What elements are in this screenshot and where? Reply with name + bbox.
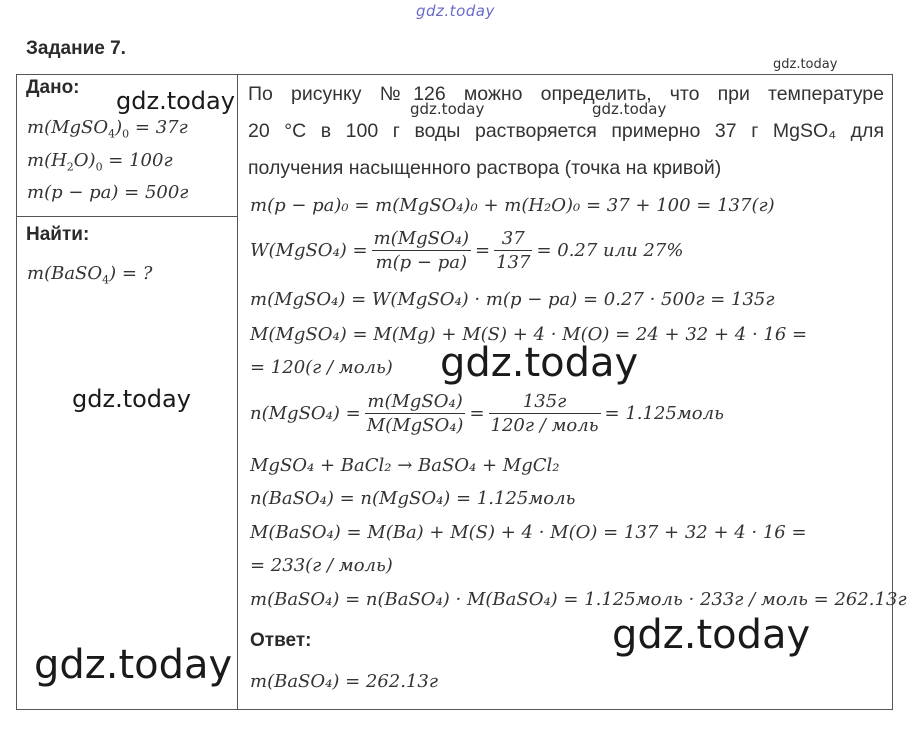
find-heading: Найти: (26, 224, 90, 245)
fraction: $\frac{135г}{\text{120г / моль}}$ (490, 391, 599, 436)
fraction: $\frac{37}{137}$ (496, 228, 531, 273)
watermark-top-right: gdz.today (773, 57, 838, 72)
given-find-divider (16, 216, 238, 217)
solution-line-7: MgSO₄ + BaCl₂ → BaSO₄ + MgCl₂ (250, 455, 560, 476)
solution-line-10: = 233(г / моль) (250, 555, 393, 576)
given-heading: Дано: (26, 77, 80, 98)
watermark-bottom-right: gdz.today (612, 612, 811, 658)
find-baso4-mass: m(BaSO$_4$) = ? (27, 263, 153, 287)
site-logo[interactable]: gdz.today (416, 2, 495, 20)
solution-line-4: M(MgSO₄) = M(Mg) + M(S) + 4 · M(O) = 24 + 32 + 4 · 16 = (250, 324, 808, 345)
solution-line-6: n(MgSO₄) = $\frac{\text{m(MgSO₄)}}{\text{M(MgSO₄)}}$ = $\frac{135г}{\text{120г / моль}}$ = 1.125моль (250, 391, 724, 436)
answer-heading: Ответ: (250, 630, 312, 651)
intro-line: получения насыщенного раствора (точка на кривой) (248, 157, 722, 179)
fraction: $\frac{\text{m(MgSO₄)}}{m(p - pa)}$ (373, 228, 469, 273)
given-water-mass: $m(H_2O)_0 = 100г$ (27, 150, 173, 174)
solution-line-5: = 120(г / моль) (250, 357, 393, 378)
watermark-intro-1: gdz.today (410, 100, 485, 118)
watermark-bottom-left: gdz.today (34, 642, 233, 688)
task-title: Задание 7. (26, 38, 126, 59)
watermark-intro-2: gdz.today (592, 100, 667, 118)
watermark-given: gdz.today (116, 87, 235, 115)
watermark-left-mid: gdz.today (72, 385, 191, 413)
solution-line-1: m(p − pa)₀ = m(MgSO₄)₀ + m(H₂O)₀ = 37 + 100 = 137(г) (250, 195, 775, 216)
given-mgso4-mass: $m(MgSO_4)_0 = 37г$ (27, 117, 188, 141)
fraction: $\frac{\text{m(MgSO₄)}}{\text{M(MgSO₄)}}$ (366, 391, 464, 436)
solution-line-9: M(BaSO₄) = M(Ba) + M(S) + 4 · M(O) = 137 + 32 + 4 · 16 = (250, 522, 807, 543)
watermark-center: gdz.today (440, 340, 639, 386)
table-column-divider (237, 74, 238, 710)
solution-line-11: m(BaSO₄) = n(BaSO₄) · M(BaSO₄) = 1.125моль · 233г / моль = 262.13г (250, 589, 907, 610)
intro-paragraph (248, 76, 884, 187)
solution-line-8: n(BaSO₄) = n(MgSO₄) = 1.125моль (250, 488, 576, 509)
solution-line-3: m(MgSO₄) = W(MgSO₄) · m(p − pa) = 0.27 · 500г = 135г (250, 289, 775, 310)
answer-line: m(BaSO₄) = 262.13г (250, 671, 438, 692)
intro-line: По рисунку №126 можно определить, что при температуре (248, 83, 884, 105)
given-solution-mass: m(p − pa) = 500г (27, 182, 189, 203)
solution-line-2: W(MgSO₄) = $\frac{\text{m(MgSO₄)}}{m(p - pa)}$ = $\frac{37}{137}$ = 0.27 или 27% (250, 228, 684, 273)
intro-line: 20 °С в 100 г воды растворяется примерно 37 г MgSO₄ для (248, 120, 884, 142)
